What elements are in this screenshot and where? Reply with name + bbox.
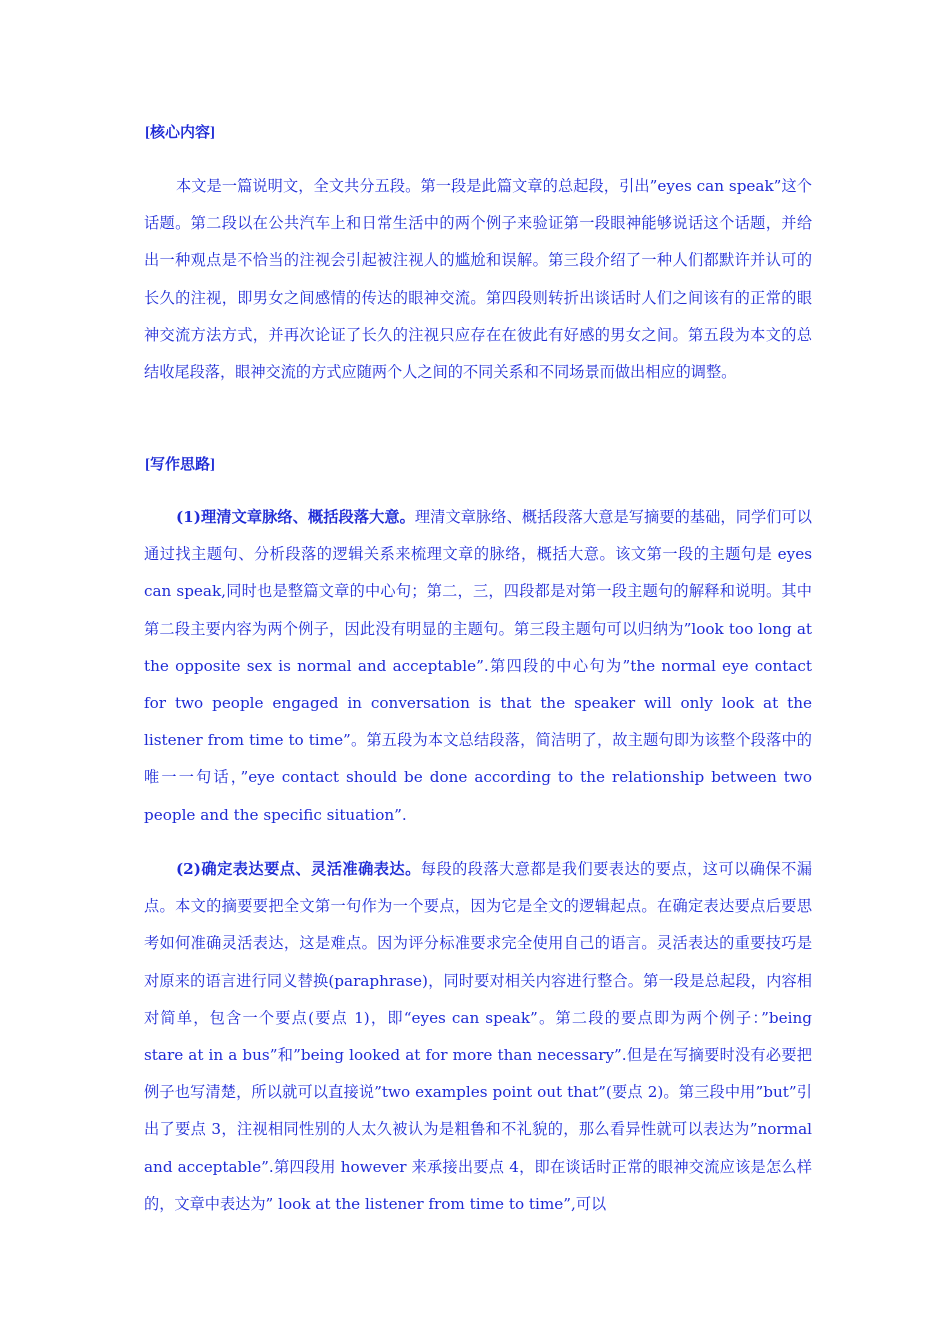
writing-point-2-lead: (2)确定表达要点、灵活准确表达。 (176, 860, 421, 878)
writing-point-1-paragraph (144, 499, 812, 834)
core-content-heading: [核心内容] (145, 125, 215, 141)
core-content-paragraph: 本文是一篇说明文，全文共分五段。第一段是此篇文章的总起段，引出”eyes can speak”这个话题。第二段以在公共汽车上和日常生活中的两个例子来验证第一段眼神能够说话这个话题，并给出一种观点是不恰当的注视会引起被注视人的尴尬和误解。第三段介绍了一种人们都默许并认可的长久的注视，即男女之间感情的传达的眼神交流。第四段则转折出谈话时人们之间该有的正常的眼神交流方法方式，并再次论证了长久的注视只应存在在彼此有好感的男女之间。第五段为本文的总结收尾段落，眼神交流的方式应随两个人之间的不同关系和不同场景而做出相应的调整。 (144, 177, 812, 382)
writing-point-2-paragraph (144, 851, 812, 1223)
writing-point-2-body: 每段的段落大意都是我们要表达的要点，这可以确保不漏点。本文的摘要要把全文第一句作为一个要点，因为它是全文的逻辑起点。在确定表达要点后要思考如何准确灵活表达，这是难点。因为评分标准要求完全使用自己的语言。灵活表达的重要技巧是对原来的语言进行同义替换(paraphrase)，同时要对相关内容进行整合。第一段是总起段，内容相对简单，包含一个要点(要点 1)，即“eyes can speak”。第二段的要点即为两个例子：”being stare at in a bus”和”being looked at for more than necessary”.但是在写摘要时没有必要把例子也写清楚，所以就可以直接说”two examples point out that”(要点 2)。第三段中用”but”引出了要点 3，注视相同性别的人太久被认为是粗鲁和不礼貌的，那么看异性就可以表达为”normal and acceptable”.第四段用 however 来承接出要点 4，即在谈话时正常的眼神交流应该是怎么样的，文章中表达为” look at the listener from time to time”,可以 (144, 860, 812, 1213)
writing-approach-heading: [写作思路] (145, 457, 215, 473)
writing-point-1-lead: (1)理清文章脉络、概括段落大意。 (176, 508, 415, 526)
writing-point-1-body: 理清文章脉络、概括段落大意是写摘要的基础，同学们可以通过找主题句、分析段落的逻辑关系来梳理文章的脉络，概括大意。该文第一段的主题句是 eyes can speak,同时也是整篇文章的中心句；第二，三，四段都是对第一段主题句的解释和说明。其中第二段主要内容为两个例子，因此没有明显的主题句。第三段主题句可以归纳为”look too long at the opposite sex is normal and acceptable”.第四段的中心句为”the normal eye contact for two people engaged in conversation is that the speaker will only look at the listener from time to time”。第五段为本文总结段落，简洁明了，故主题句即为该整个段落中的唯一一句话，”eye contact should be done according to the relationship between two people and the specific situation”. (144, 508, 812, 824)
